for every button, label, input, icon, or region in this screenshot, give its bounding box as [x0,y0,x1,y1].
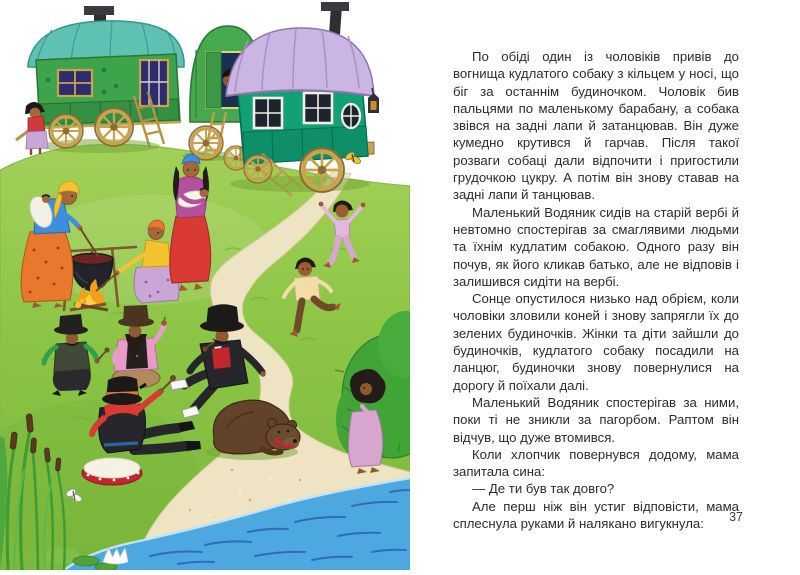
page-number: 37 [729,510,743,524]
paragraph-dialogue: — Де ти був так довго? [472,481,615,497]
paragraph-1: По обіді один із чоловіків привів до вогнища кудлатого собаку з кільцем у носі, що біг за останнім будиночком. Чоловік бив пальцями по маленькому барабану, а собака звівся на задні лапи й затанцював. Він дуже кумедно крутився й гарчав. Після такої розваги собаці дали відпочити і пригостили грудочкою цукру. А потім він знову ставав на задні лапи й танцював. [453,49,739,203]
wagon-wheel [49,114,83,148]
paragraph-6: Але перш ніж він устиг відповісти, мама сплеснула руками й налякано вигукнула: [453,498,739,532]
paragraph-4: Маленький Водяник спостерігав за ними, поки ті не зникли за пагорбом. Раптом він відчув, що дуже втомився. [453,394,739,445]
right-caravan [224,2,379,196]
left-caravan [16,6,184,155]
page-text-column [453,48,739,532]
wagon-wheel [300,148,344,192]
wagon-wheel [244,155,272,183]
girl-sucking-thumb [349,369,386,474]
tambourine [82,458,142,485]
paragraph-5: Коли хлопчик повернувся додому, мама запитала сина: [453,446,739,480]
paragraph-3: Сонце опустилося низько над обрієм, коли чоловіки зловили коней і знову запрягли їх до зелених будиночків. Жінки та діти зайшли до будиночків, кудлатого собаку посадили на ланцюг, будиночки знову повернулися на дорогу й поїхали далі. [453,291,739,393]
paragraph-2: Маленький Водяник сидів на старій вербі й невтомно спостерігав за смаглявими людьми та їхнім кудлатим собакою. Одного разу він почув, як його кликав батько, але не відповів і залишився сидіти на вербі. [453,204,739,289]
woman-with-baby [170,154,211,291]
wagon-wheel [95,108,133,146]
left-caravan-door-window [140,60,168,106]
chimney [329,8,342,35]
